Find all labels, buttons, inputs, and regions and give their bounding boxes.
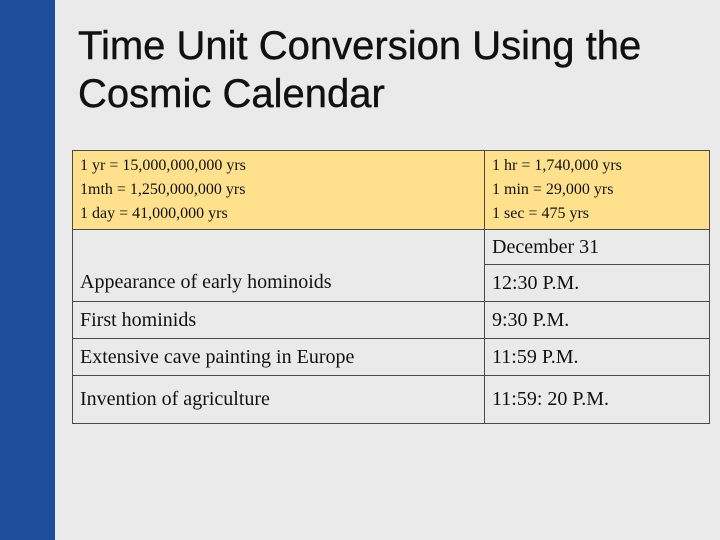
event-name: Invention of agriculture [73,376,485,424]
event-name: Appearance of early hominoids [73,265,485,302]
table-row [73,302,710,339]
event-time: 11:59 P.M. [485,339,710,376]
date-header-row [73,230,710,265]
slide-title: Time Unit Conversion Using the Cosmic Calendar [78,24,642,116]
event-name: First hominids [73,302,485,339]
side-accent-band [0,0,55,540]
table-row [73,339,710,376]
empty-cell [73,230,485,265]
conversion-line: 1 yr = 15,000,000,000 yrs [80,157,246,174]
event-time: 11:59: 20 P.M. [485,376,710,424]
conversion-cell-left [73,151,485,230]
table-row [73,265,710,302]
conversion-line: 1 day = 41,000,000 yrs [80,205,228,222]
date-header: December 31 [485,230,710,265]
conversion-cell-right [485,151,710,230]
event-name: Extensive cave painting in Europe [73,339,485,376]
event-time: 9:30 P.M. [485,302,710,339]
table-row [73,376,710,424]
conversion-line: 1mth = 1,250,000,000 yrs [80,181,246,198]
conversion-line: 1 min = 29,000 yrs [492,181,614,198]
conversion-table [72,150,710,424]
conversion-line: 1 sec = 475 yrs [492,205,590,222]
event-time: 12:30 P.M. [485,265,710,302]
conversion-header-row [73,151,710,230]
conversion-line: 1 hr = 1,740,000 yrs [492,157,622,174]
